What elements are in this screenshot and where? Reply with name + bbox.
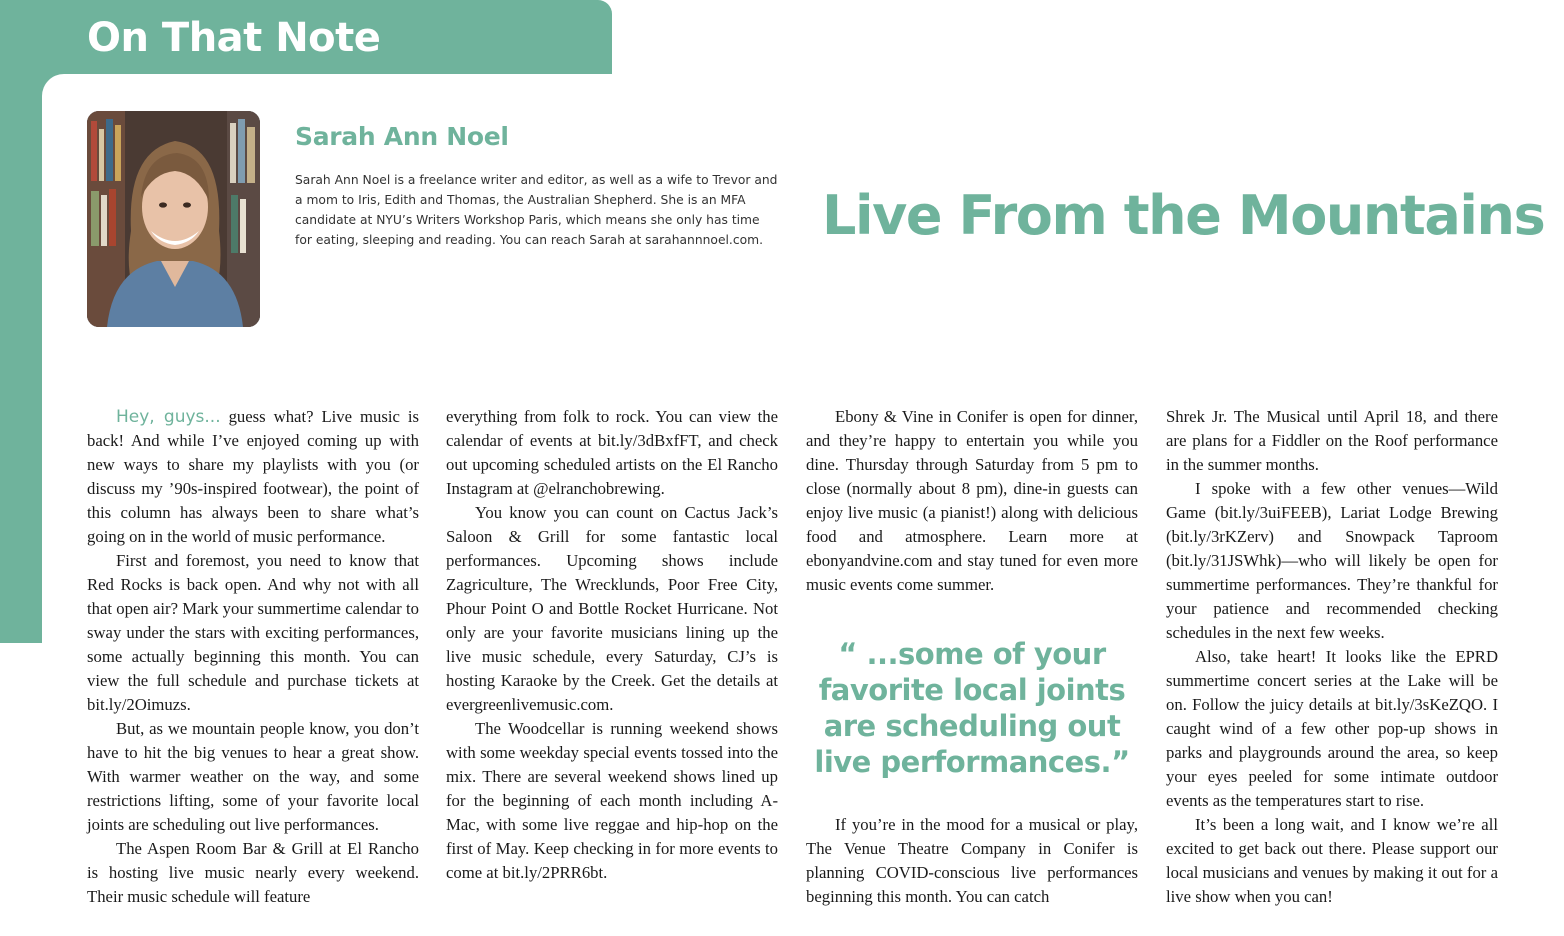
sidebar-band-end xyxy=(0,600,42,643)
lead-in: Hey, guys... xyxy=(116,407,221,427)
paragraph: First and foremost, you need to know that Red Rocks is back open. And why not with all that open air? Mark your summertime calendar to sway under the stars with exciting performances, some actually beginning this month. You can view the full schedule and purchase tickets at bit.ly/2Oimuzs. xyxy=(87,551,419,714)
article-column-4 xyxy=(1166,405,1498,909)
paragraph xyxy=(87,405,419,549)
paragraph: But, as we mountain people know, you don’t have to hit the big venues to hear a great show. With warmer weather on the way, and some restrictions lifting, some of your favorite local joints are scheduling out live performances. xyxy=(87,719,419,834)
paragraph: You know you can count on Cactus Jack’s Saloon & Grill for some fantastic local performances. Upcoming shows include Zagriculture, The Wrecklunds, Poor Free City, Phour Point O and Bottle Rocket Hurricane. Not only are your favorite musicians lining up the live music schedule, every Saturday, CJ’s is hosting Karaoke by the Creek. Get the details at evergreenlivemusic.com. xyxy=(446,503,778,714)
paragraph: It’s been a long wait, and I know we’re all excited to get back out there. Please support our local musicians and venues by making it out for a live show when you can! xyxy=(1166,815,1498,906)
article-column-3-bottom xyxy=(806,813,1138,909)
paragraph: Also, take heart! It looks like the EPRD summertime concert series at the Lake will be on. Follow the juicy details at bit.ly/3sKeZQO. I caught wind of a few other pop-up shows in parks and playgrounds around the area, so keep your eyes peeled for some intimate outdoor events as the temperatures start to rise. xyxy=(1166,647,1498,810)
paragraph: Ebony & Vine in Conifer is open for dinner, and they’re happy to entertain you while you dine. Thursday through Saturday from 5 pm to close (normally about 8 pm), dine-in guests can enjoy live music (a pianist!) along with delicious food and atmosphere. Learn more at ebonyandvine.com and stay tuned for even more music events come summer. xyxy=(806,407,1138,594)
paragraph: everything from folk to rock. You can view the calendar of events at bit.ly/3dBxfFT, and check out upcoming scheduled artists on the El Rancho Instagram at @elranchobrewing. xyxy=(446,407,778,498)
author-name: Sarah Ann Noel xyxy=(295,122,509,151)
paragraph: Shrek Jr. The Musical until April 18, and there are plans for a Fiddler on the Roof performance in the summer months. xyxy=(1166,407,1498,474)
article-column-2 xyxy=(446,405,778,885)
author-bio: Sarah Ann Noel is a freelance writer and editor, as well as a wife to Trevor and a mom to Iris, Edith and Thomas, the Australian Shepherd. She is an MFA candidate at NYU’s Writers Workshop Paris, which means she only has time for eating, sleeping and reading. You can reach Sarah at sarahannnoel.com. xyxy=(295,173,778,247)
paragraph: I spoke with a few other venues—Wild Game (bit.ly/3uiFEEB), Lariat Lodge Brewing (bit.ly/3rKZerv) and Snowpack Taproom (bit.ly/31JSWhk)—who will likely be open for summertime performances. They’re thankful for your patience and recommended checking schedules in the next few weeks. xyxy=(1166,479,1498,642)
author-photo xyxy=(87,111,260,327)
paragraph: The Aspen Room Bar & Grill at El Rancho is hosting live music nearly every weekend. Their music schedule will feature xyxy=(87,839,419,906)
paragraph: If you’re in the mood for a musical or play, The Venue Theatre Company in Conifer is planning COVID-conscious live performances beginning this month. You can catch xyxy=(806,815,1138,906)
page-margin xyxy=(0,643,42,936)
article-headline: Live From the Mountains xyxy=(822,184,1545,247)
article-column-3-top xyxy=(806,405,1138,597)
paragraph-text: guess what? Live music is back! And while I’ve enjoyed coming up with new ways to share my playlists with you (or discuss my ’90s-inspired footwear), the point of this column has always been to share what’s going on in the world of music performance. xyxy=(87,407,419,546)
article-column-1 xyxy=(87,405,419,909)
paragraph: The Woodcellar is running weekend shows with some weekday special events tossed into the mix. There are several weekend shows lined up for the beginning of each month including A-Mac, with some live reggae and hip-hop on the first of May. Keep checking in for more events to come at bit.ly/2PRR6bt. xyxy=(446,719,778,882)
section-title: On That Note xyxy=(87,15,381,61)
pull-quote: “ ...some of your favorite local joints are scheduling out live performances.” xyxy=(814,637,1130,779)
